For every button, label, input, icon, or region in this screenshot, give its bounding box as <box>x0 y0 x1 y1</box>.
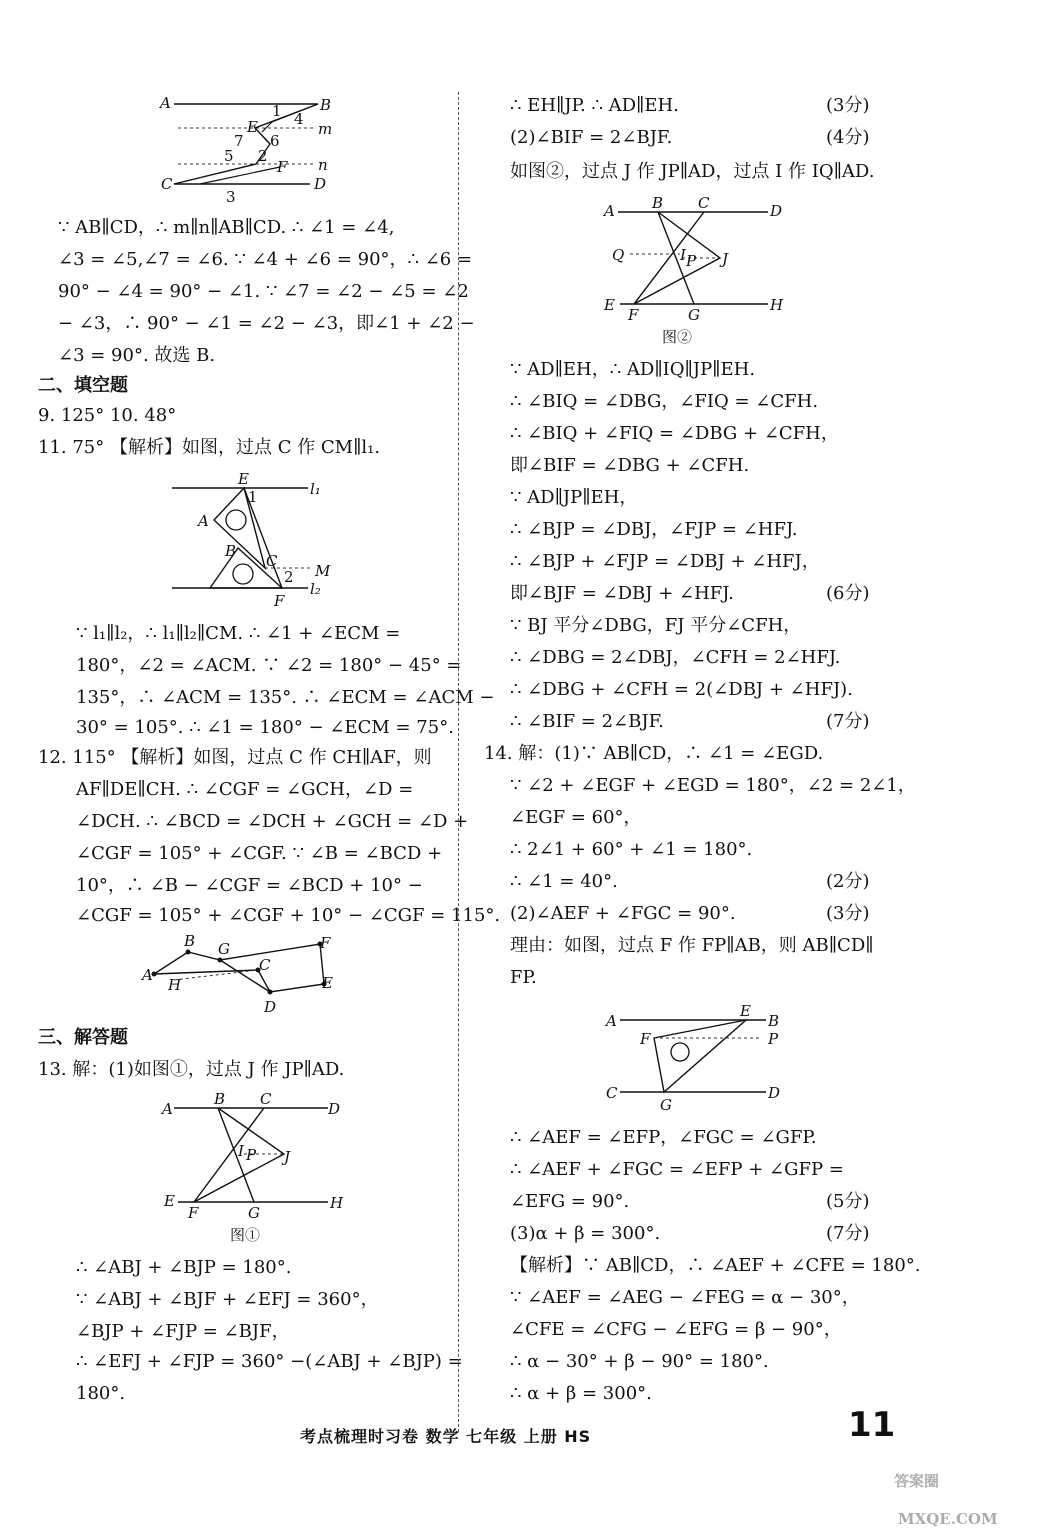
q12-line-6: ∠CGF = 105° + ∠CGF + 10° − ∠CGF = 115°. <box>76 905 501 926</box>
q13-line-4: ∴ ∠EFJ + ∠FJP = 360° −(∠ABJ + ∠BJP) = <box>76 1351 463 1372</box>
svg-text:5: 5 <box>224 147 234 165</box>
svg-text:F: F <box>628 306 639 324</box>
svg-text:I: I <box>238 1142 244 1160</box>
q14-line-6: (2)∠AEF + ∠FGC = 90°. <box>510 903 736 924</box>
q12-line-2: AF∥DE∥CH. ∴ ∠CGF = ∠GCH，∠D = <box>76 779 414 800</box>
svg-text:B: B <box>184 932 196 950</box>
svg-text:F: F <box>320 934 331 952</box>
q8-line-1: ∵ AB∥CD，∴ m∥n∥AB∥CD. ∴ ∠1 = ∠4, <box>58 217 395 238</box>
svg-text:B: B <box>225 542 237 560</box>
svg-text:B: B <box>652 194 664 212</box>
svg-text:A: A <box>162 1100 173 1118</box>
svg-text:B: B <box>320 96 332 114</box>
svg-text:D: D <box>770 202 783 220</box>
q13-line-1: ∴ ∠ABJ + ∠BJP = 180°. <box>76 1257 292 1278</box>
q13-part2-construction: 如图②，过点 J 作 JP∥AD，过点 I 作 IQ∥AD. <box>510 161 875 182</box>
q14-line-7: 理由：如图，过点 F 作 FP∥AB，则 AB∥CD∥ <box>510 935 874 956</box>
q14b-line-5: 【解析】∵ AB∥CD，∴ ∠AEF + ∠CFE = 180°. <box>510 1255 921 1276</box>
score-4: (4分) <box>826 127 870 148</box>
svg-text:1: 1 <box>272 102 282 120</box>
svg-text:P: P <box>246 1146 257 1164</box>
q14-line-4: ∴ 2∠1 + 60° + ∠1 = 180°. <box>510 839 753 860</box>
svg-text:C: C <box>698 194 710 212</box>
fig1-caption: 图① <box>230 1226 261 1244</box>
svg-text:B: B <box>768 1012 780 1030</box>
svg-text:A: A <box>198 512 209 530</box>
proof-line-6: ∴ ∠BJP = ∠DBJ，∠FJP = ∠HFJ. <box>510 519 798 540</box>
q14-line-5: ∴ ∠1 = 40°. <box>510 871 618 892</box>
q11-line-1: ∵ l₁∥l₂，∴ l₁∥l₂∥CM. ∴ ∠1 + ∠ECM = <box>76 623 401 644</box>
q12-line-4: ∠CGF = 105° + ∠CGF. ∵ ∠B = ∠BCD + <box>76 843 443 864</box>
svg-text:C: C <box>266 552 278 570</box>
proof-line-10: ∴ ∠DBG = 2∠DBJ，∠CFH = 2∠HFJ. <box>510 647 841 668</box>
svg-text:l₁: l₁ <box>310 480 321 498</box>
score-5: (5分) <box>826 1191 870 1212</box>
svg-text:F: F <box>188 1204 199 1222</box>
q14b-line-7: ∠CFE = ∠CFG − ∠EFG = β − 90°， <box>510 1319 842 1340</box>
svg-text:2: 2 <box>258 147 268 165</box>
q13-heading: 13. 解：(1)如图①，过点 J 作 JP∥AD. <box>38 1059 345 1080</box>
svg-text:A: A <box>142 966 153 984</box>
svg-text:D: D <box>768 1084 781 1102</box>
q14b-line-4: (3)α + β = 300°. <box>510 1223 661 1244</box>
svg-text:F: F <box>274 592 285 610</box>
svg-text:I: I <box>680 246 686 264</box>
proof-line-11: ∴ ∠DBG + ∠CFH = 2(∠DBJ + ∠HFJ). <box>510 679 853 700</box>
svg-text:G: G <box>660 1096 672 1114</box>
proof-line-1: ∵ AD∥EH，∴ AD∥IQ∥JP∥EH. <box>510 359 756 380</box>
q11-heading: 11. 75° 【解析】如图，过点 C 作 CM∥l₁. <box>38 437 381 458</box>
svg-text:A: A <box>604 202 615 220</box>
proof-line-7: ∴ ∠BJP + ∠FJP = ∠DBJ + ∠HFJ， <box>510 551 820 572</box>
svg-text:D: D <box>328 1100 341 1118</box>
q11-line-4: 30° = 105°. ∴ ∠1 = 180° − ∠ECM = 75°. <box>76 717 454 738</box>
svg-text:J: J <box>722 250 729 268</box>
svg-text:G: G <box>688 306 700 324</box>
score-3: (3分) <box>826 95 870 116</box>
proof-line-8: 即∠BJF = ∠DBJ + ∠HFJ. <box>510 583 734 604</box>
q13-line-5: 180°. <box>76 1383 126 1404</box>
q11-figure <box>170 470 340 610</box>
svg-text:2: 2 <box>284 568 294 586</box>
svg-text:C: C <box>260 1090 272 1108</box>
svg-text:C: C <box>259 956 271 974</box>
svg-text:E: E <box>322 974 333 992</box>
watermark-text-url: MXQE.COM <box>898 1510 998 1528</box>
svg-text:E: E <box>238 470 249 488</box>
q8-line-4: − ∠3，∴ 90° − ∠1 = ∠2 − ∠3，即∠1 + ∠2 − <box>58 313 475 334</box>
svg-text:E: E <box>740 1002 751 1020</box>
svg-text:D: D <box>264 998 277 1016</box>
q14b-line-8: ∴ α − 30° + β − 90° = 180°. <box>510 1351 769 1372</box>
score-3b: (3分) <box>826 903 870 924</box>
section-fill-blank-heading: 二、填空题 <box>38 375 128 396</box>
q14-figure <box>600 1002 800 1114</box>
q11-line-2: 180°，∠2 = ∠ACM. ∵ ∠2 = 180° − 45° = <box>76 655 462 676</box>
q14b-line-6: ∵ ∠AEF = ∠AEG − ∠FEG = α − 30°， <box>510 1287 860 1308</box>
q8-line-3: 90° − ∠4 = 90° − ∠1. ∵ ∠7 = ∠2 − ∠5 = ∠2 <box>58 281 469 302</box>
q8-figure <box>160 92 340 204</box>
q14b-line-1: ∴ ∠AEF = ∠EFP，∠FGC = ∠GFP. <box>510 1127 817 1148</box>
watermark-text-cn: 答案圈 <box>894 1472 940 1490</box>
q13-eh-parallel: ∴ EH∥JP. ∴ AD∥EH. <box>510 95 679 116</box>
svg-text:C: C <box>161 175 173 193</box>
proof-line-2: ∴ ∠BIQ = ∠DBG，∠FIQ = ∠CFH. <box>510 391 819 412</box>
q14-line-3: ∠EGF = 60°， <box>510 807 642 828</box>
proof-line-12: ∴ ∠BIF = 2∠BJF. <box>510 711 664 732</box>
footer-book-info: 考点梳理时习卷 数学 七年级 上册 HS <box>300 1427 592 1446</box>
q12-line-5: 10°，∴ ∠B − ∠CGF = ∠BCD + 10° − <box>76 875 423 896</box>
svg-text:B: B <box>214 1090 226 1108</box>
fig2-caption: 图② <box>662 328 693 346</box>
q12-line-1: 12. 115° 【解析】如图，过点 C 作 CH∥AF，则 <box>38 747 432 768</box>
q13-part2: (2)∠BIF = 2∠BJF. <box>510 127 673 148</box>
q13-figure-2 <box>600 194 800 350</box>
q11-line-3: 135°，∴ ∠ACM = 135°. ∴ ∠ECM = ∠ACM − <box>76 687 495 708</box>
q8-line-2: ∠3 = ∠5,∠7 = ∠6. ∵ ∠4 + ∠6 = 90°，∴ ∠6 = <box>58 249 473 270</box>
proof-line-4: 即∠BIF = ∠DBG + ∠CFH. <box>510 455 750 476</box>
svg-text:P: P <box>768 1030 779 1048</box>
q14b-line-2: ∴ ∠AEF + ∠FGC = ∠EFP + ∠GFP = <box>510 1159 844 1180</box>
score-2: (2分) <box>826 871 870 892</box>
q13-line-2: ∵ ∠ABJ + ∠BJF + ∠EFJ = 360°， <box>76 1289 379 1310</box>
q13-figure-1 <box>160 1092 350 1242</box>
svg-text:4: 4 <box>294 110 304 128</box>
proof-line-9: ∵ BJ 平分∠DBG，FJ 平分∠CFH， <box>510 615 802 636</box>
q12-figure <box>140 934 340 1020</box>
proof-line-3: ∴ ∠BIQ + ∠FIQ = ∠DBG + ∠CFH， <box>510 423 839 444</box>
q14-line-1: 14. 解：(1)∵ AB∥CD，∴ ∠1 = ∠EGD. <box>484 743 824 764</box>
q12-line-3: ∠DCH. ∴ ∠BCD = ∠DCH + ∠GCH = ∠D + <box>76 811 469 832</box>
svg-text:m: m <box>318 120 333 138</box>
svg-text:H: H <box>770 296 784 314</box>
svg-text:Q: Q <box>612 246 625 264</box>
score-6: (6分) <box>826 583 870 604</box>
proof-line-5: ∵ AD∥JP∥EH， <box>510 487 638 508</box>
svg-text:D: D <box>314 175 327 193</box>
score-7a: (7分) <box>826 711 870 732</box>
svg-text:G: G <box>218 940 230 958</box>
score-7b: (7分) <box>826 1223 870 1244</box>
section-solve-heading: 三、解答题 <box>38 1027 128 1048</box>
svg-text:E: E <box>164 1192 175 1210</box>
svg-text:6: 6 <box>270 132 280 150</box>
q14-line-8: FP. <box>510 967 537 988</box>
svg-text:C: C <box>606 1084 618 1102</box>
column-divider <box>458 92 459 1432</box>
q13-line-3: ∠BJP + ∠FJP = ∠BJF， <box>76 1321 290 1342</box>
svg-text:E: E <box>247 118 258 136</box>
svg-text:E: E <box>604 296 615 314</box>
svg-text:3: 3 <box>226 188 236 206</box>
q14b-line-9: ∴ α + β = 300°. <box>510 1383 652 1404</box>
svg-text:A: A <box>160 94 171 112</box>
svg-text:l₂: l₂ <box>310 580 321 598</box>
svg-text:H: H <box>330 1194 344 1212</box>
svg-text:M: M <box>315 562 331 580</box>
page-number: 11 <box>848 1405 896 1445</box>
svg-text:J: J <box>284 1148 291 1166</box>
svg-text:P: P <box>686 252 697 270</box>
svg-text:7: 7 <box>234 132 244 150</box>
svg-text:1: 1 <box>248 488 258 506</box>
q14-line-2: ∵ ∠2 + ∠EGF + ∠EGD = 180°，∠2 = 2∠1， <box>510 775 916 796</box>
watermark-logo <box>890 1440 1060 1532</box>
svg-text:H: H <box>168 976 182 994</box>
q14b-line-3: ∠EFG = 90°. <box>510 1191 630 1212</box>
svg-text:n: n <box>318 156 328 174</box>
svg-text:F: F <box>277 158 288 176</box>
svg-text:G: G <box>248 1204 260 1222</box>
svg-text:A: A <box>606 1012 617 1030</box>
svg-text:F: F <box>640 1030 651 1048</box>
q9-10-answers: 9. 125° 10. 48° <box>38 405 177 426</box>
q8-line-5: ∠3 = 90°. 故选 B. <box>58 345 216 366</box>
